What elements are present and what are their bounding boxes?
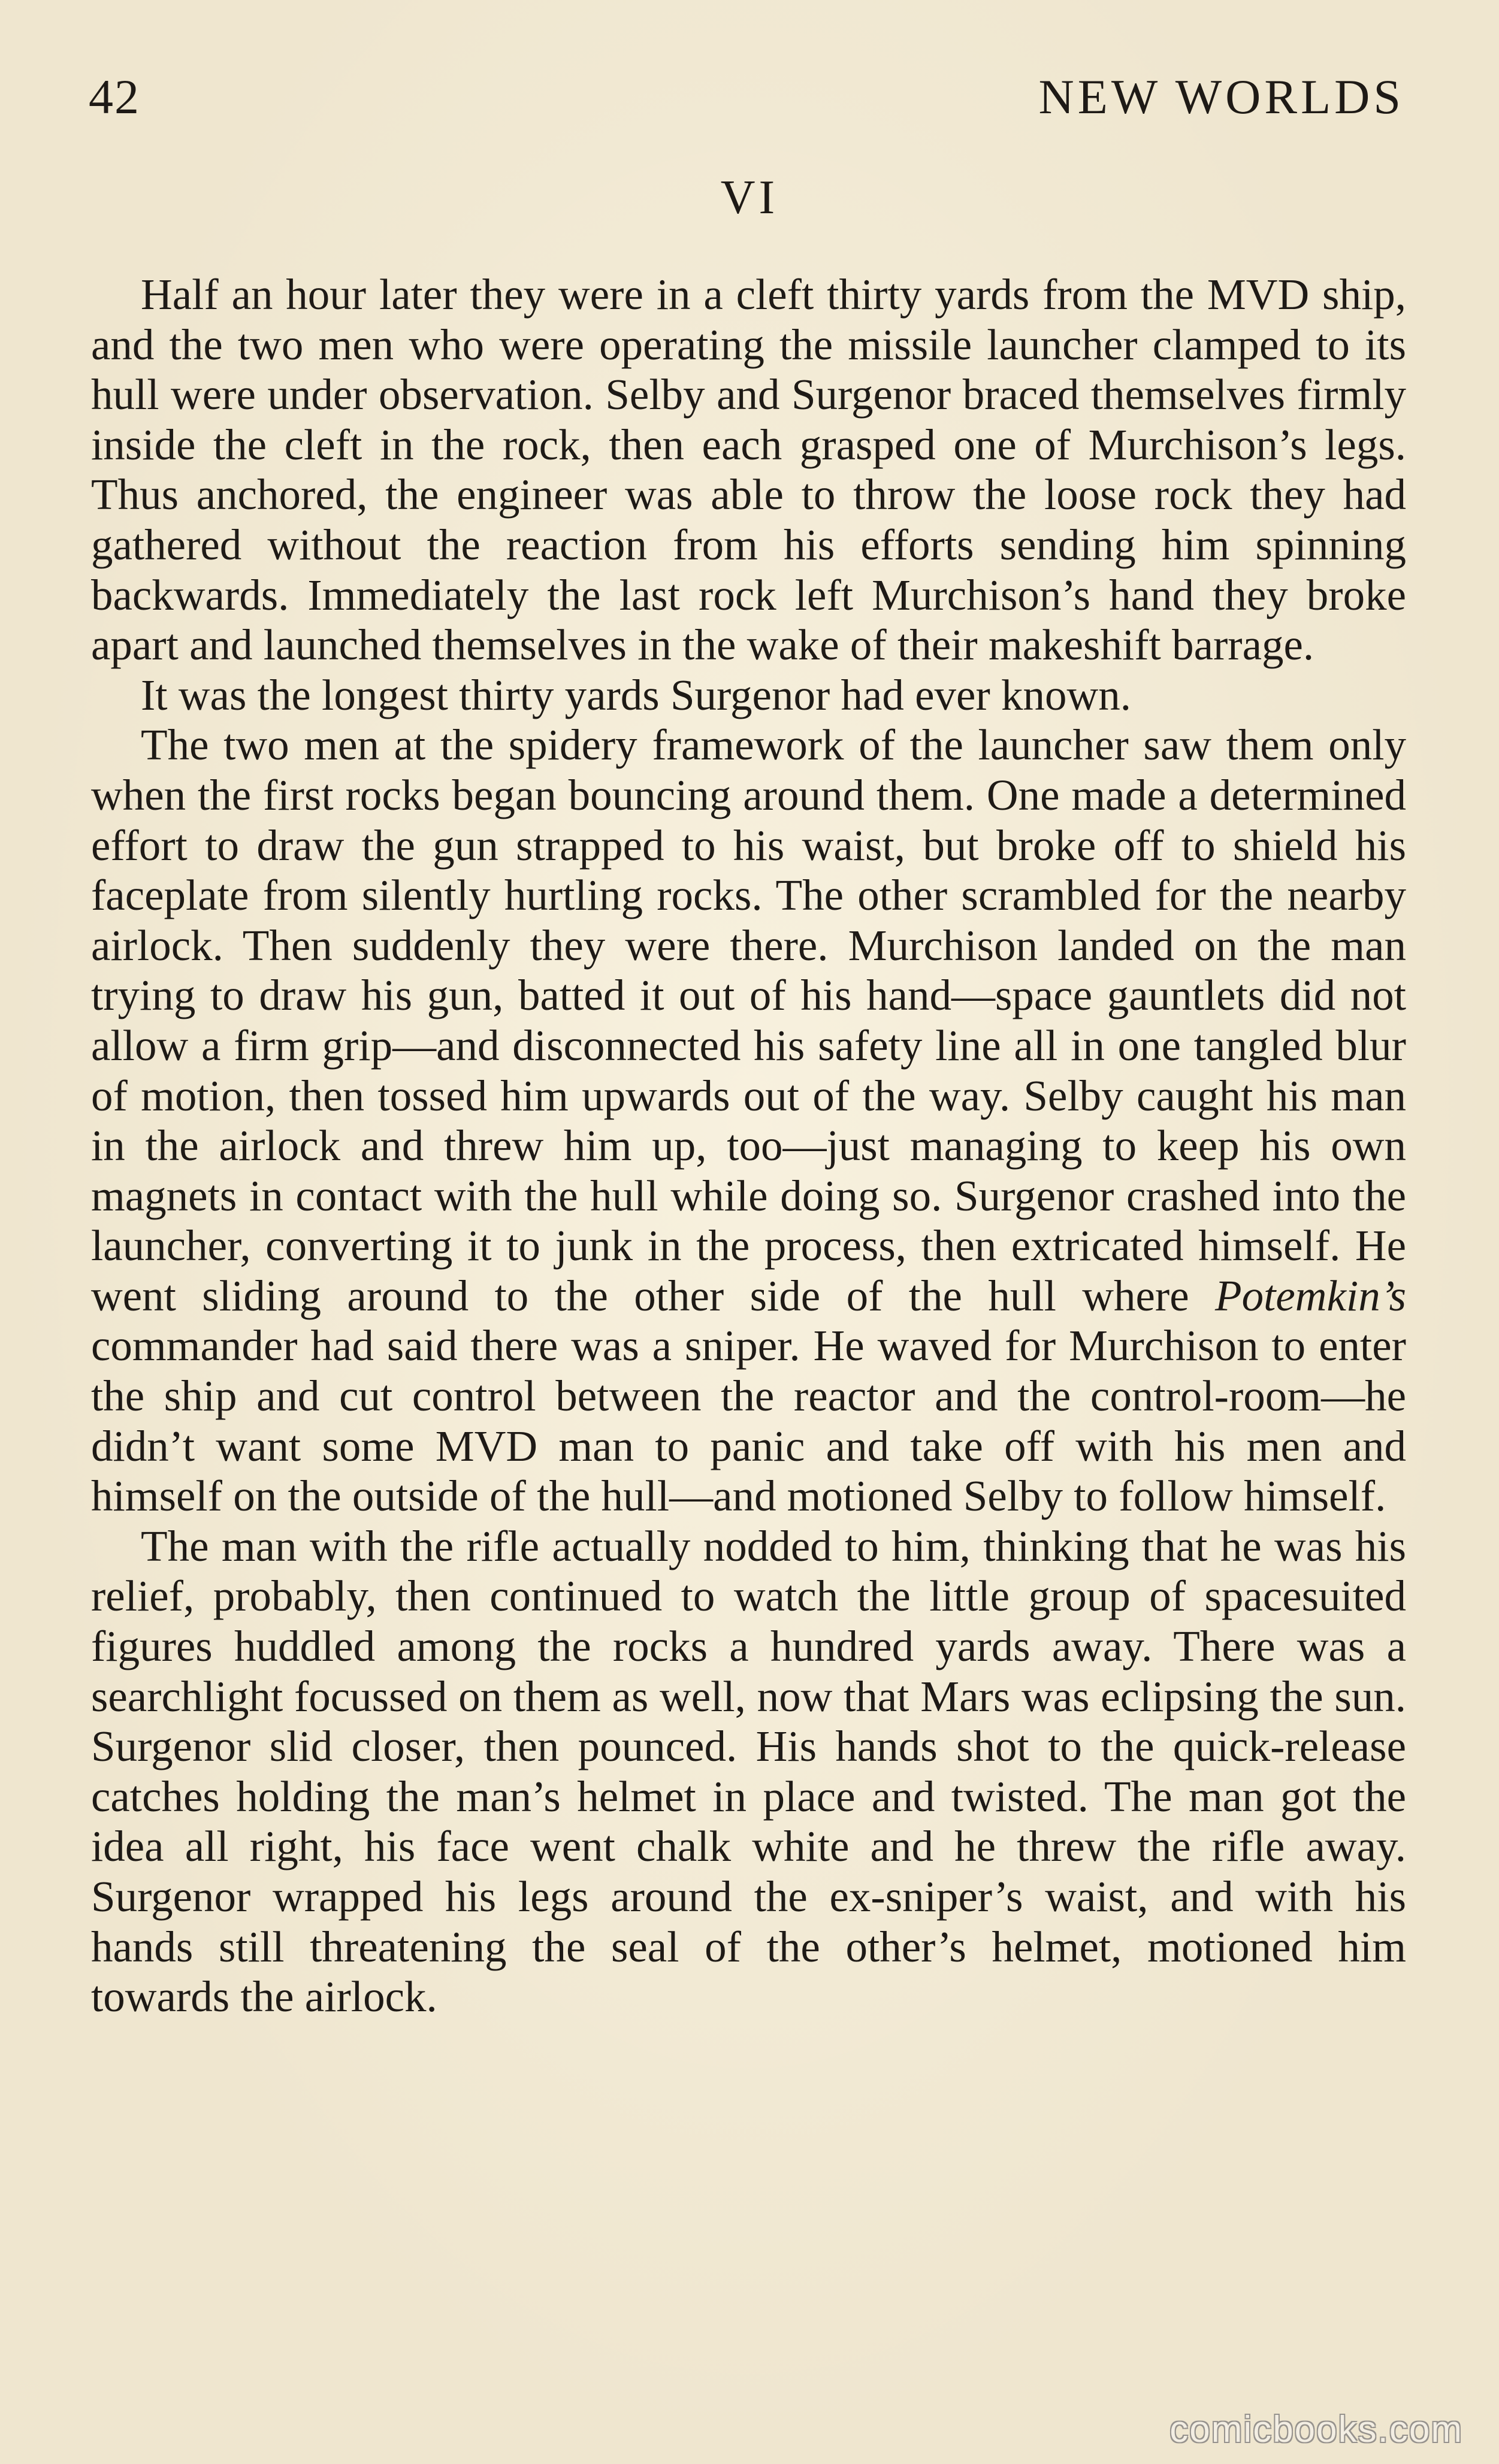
running-head	[89, 67, 1404, 127]
paragraph-3	[91, 720, 1406, 1521]
paragraph-3-text-after: commander had said there was a sniper. He waved for Murchison to enter the ship and cut control between the reactor and the control-room—he didn’t want some MVD man to panic and take off with his men and himself on the outside of the hull—and motioned Selby to follow himself.	[91, 1321, 1406, 1521]
body-text	[91, 270, 1406, 2022]
paragraph-4: The man with the rifle actually nodded to him, thinking that he was his relief, probably, then continued to watch the little group of spacesuited figures huddled among the rocks a hundred yards away. There was a searchlight focussed on them as well, now that Mars was eclipsing the sun. Surgenor slid closer, then pounced. His hands shot to the quick-release catches holding the man’s helmet in place and twisted. The man got the idea all right, his face went chalk white and he threw the rifle away. Surgenor wrapped his legs around the ex-sniper’s waist, and with his hands still threatening the seal of the other’s helmet, motioned him towards the airlock.	[91, 1521, 1406, 2021]
running-title: NEW WORLDS	[1038, 69, 1404, 124]
paragraph-3-text-before: The two men at the spidery framework of the launcher saw them only when the first rocks began bouncing around them. One made a determined effort to draw the gun strapped to his waist, but broke off to shield his faceplate from silently hurtling rocks. The other scrambled for the nearby airlock. Then suddenly they were there. Murchison landed on the man trying to draw his gun, batted it out of his hand—space gauntlets did not allow a firm grip—and disconnected his safety line all in one tangled blur of motion, then tossed him upwards out of the way. Selby caught his man in the airlock and threw him up, too—just managing to keep his own magnets in contact with the hull while doing so. Surgenor crashed into the launcher, converting it to junk in the process, then extricated himself. He went sliding around to the other side of the hull where	[91, 721, 1406, 1320]
paragraph-1: Half an hour later they were in a cleft thirty yards from the MVD ship, and the two men who were operating the missile launcher clamped to its hull were under observation. Selby and Surgenor braced themselves firmly inside the cleft in the rock, then each grasped one of Murchison’s legs. Thus anchored, the engineer was able to throw the loose rock they had gathered without the reaction from his efforts sending him spinning backwards. Immediately the last rock left Murchison’s hand they broke apart and launched themselves in the wake of their makeshift barrage.	[91, 270, 1406, 670]
ship-name-italic: Potemkin’s	[1215, 1271, 1406, 1320]
watermark-logo: comicbooks.com	[1169, 2409, 1463, 2450]
chapter-heading: VI	[720, 171, 779, 224]
paragraph-2: It was the longest thirty yards Surgenor had ever known.	[141, 670, 1131, 719]
page-number: 42	[89, 69, 140, 124]
